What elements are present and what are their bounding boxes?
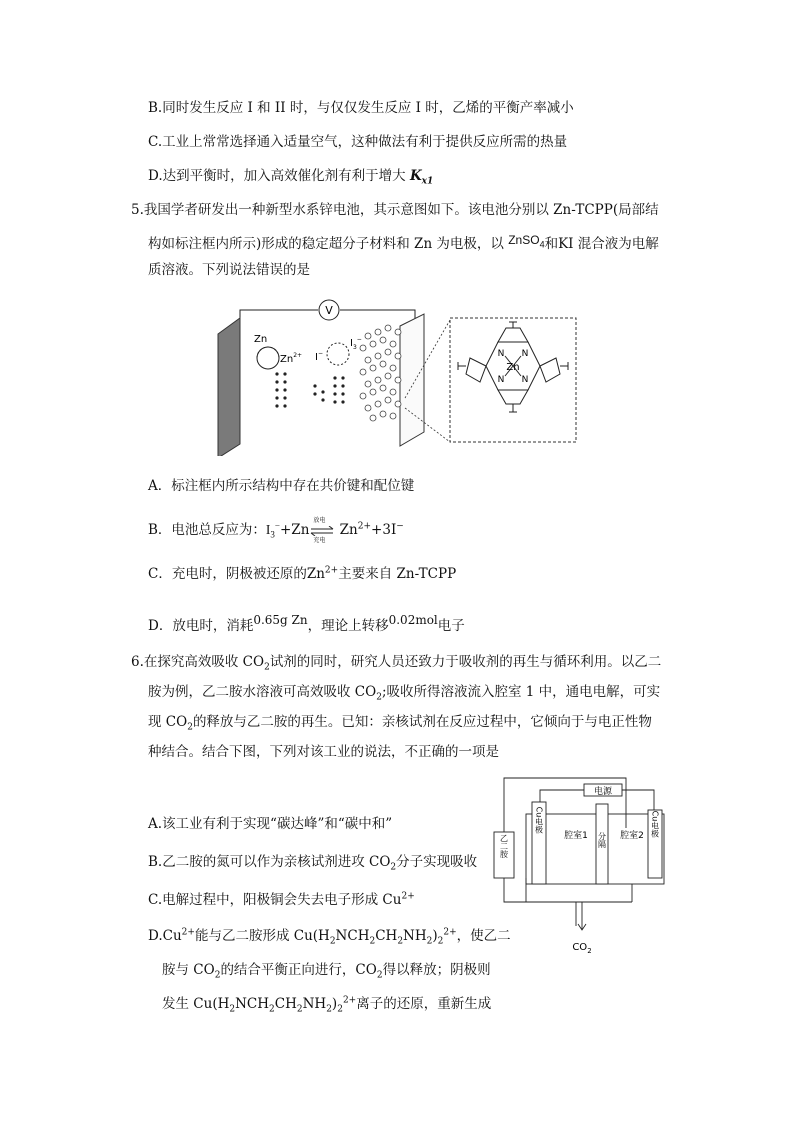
q5-stem-2c: 和KI 混合液为电解 bbox=[544, 236, 659, 252]
co2-label: $CO_2$ bbox=[572, 942, 592, 955]
porphyrin-n1: N bbox=[497, 349, 505, 359]
q4-option-d-text: D.达到平衡时，加入高效催化剂有利于增大 bbox=[148, 168, 410, 184]
zn2-label: $Zn^{2+}$ bbox=[280, 352, 303, 365]
q6-stem-line-1: 6.在探究高效吸收 $CO_2$试剂的同时，研究人员还致力于吸收剂的再生与循环利用。以乙二 bbox=[131, 654, 662, 673]
annotation-box bbox=[450, 318, 576, 442]
q6-stem-line-3: 现 $CO_2$的释放与乙二胺的再生。已知：亲核试剂在反应过程中，它倾向于与电正性物 bbox=[148, 714, 652, 733]
q6-option-d-line-2: 胺与 $CO_2$的结合平衡正向进行，$CO_2$得以释放；阴极则 bbox=[162, 962, 491, 981]
q4-option-c: C.工业上常常选择通入适量空气，这种做法有利于提供反应所需的热量 bbox=[148, 134, 568, 150]
iodide-label: I− bbox=[315, 350, 323, 363]
q5-b-i3: $I_3^-$ bbox=[265, 520, 280, 540]
zn-label: Zn bbox=[254, 334, 268, 345]
voltmeter-label: V bbox=[325, 304, 333, 317]
q6-option-a: A.该工业有利于实现“碳达峰”和“碳中和” bbox=[148, 816, 393, 832]
q5-stem-line-1: 5.我国学者研发出一种新型水系锌电池，其示意图如下。该电池分别以 Zn-TCPP(局部结 bbox=[131, 202, 659, 218]
chamber2-label: 腔室2 bbox=[620, 831, 644, 841]
q6-electrolysis-figure bbox=[486, 774, 676, 960]
q5-option-b: B．电池总反应为：$I_3^-+Zn$ 放电 充电 $Zn^{2+}+3I^-$ bbox=[148, 516, 404, 544]
q4-k-symbol: K bbox=[409, 168, 422, 184]
zn-electrode bbox=[218, 318, 240, 456]
power-label: 电源 bbox=[593, 787, 613, 797]
left-electrode-label: Cu电极 bbox=[534, 806, 544, 834]
separator-label: 分隔 bbox=[597, 832, 607, 848]
q5-stem-2a: 构如标注框内所示)形成的稳定超分子材料和 Zn 为电极，以 bbox=[148, 236, 509, 252]
ethylenediamine-label: 乙二胺 bbox=[499, 834, 509, 858]
q6-stem-line-2: 胺为例，乙二胺水溶液可高效吸收 $CO_2$;吸收所得溶液流入腔室 1 中，通电电解，可实 bbox=[148, 684, 661, 703]
q4-option-d bbox=[148, 166, 433, 186]
q6-stem-line-4: 种结合。结合下图，下列对该工业的说法，不正确的一项是 bbox=[148, 744, 499, 760]
ion-dots bbox=[275, 372, 344, 407]
equilibrium-arrow-icon: 放电 充电 bbox=[309, 524, 335, 538]
cell-body bbox=[526, 814, 664, 884]
q5-stem-line-3: 质溶液。下列说法错误的是 bbox=[148, 262, 310, 278]
q5-znso4: ZnSO$_4$ bbox=[508, 233, 545, 250]
q6-option-d-line-3: 发生 $Cu(H_2NCH_2CH_2NH_2)_2^{2+}$离子的还原，重新生成 bbox=[162, 995, 492, 1015]
q4-option-b: B.同时发生反应 I 和 II 时，与仅仅发生反应 I 时，乙烯的平衡产率减小 bbox=[148, 100, 574, 116]
porphyrin-n3: N bbox=[497, 375, 505, 385]
i3-label: $I_3^-$ bbox=[350, 336, 362, 351]
q6-option-c: C.电解过程中，阳极铜会失去电子形成 $Cu^{2+}$ bbox=[148, 891, 415, 908]
porphyrin-n4: N bbox=[521, 375, 529, 385]
right-electrode-label: Cu电极 bbox=[650, 810, 660, 838]
q5-stem-line-2 bbox=[148, 230, 659, 254]
q5-d-mol: 0.02mol bbox=[388, 613, 438, 627]
chamber1-label: 腔室1 bbox=[564, 831, 588, 841]
tcpp-electrode bbox=[400, 314, 424, 446]
porphyrin-n2: N bbox=[521, 349, 529, 359]
q6-option-b: B.乙二胺的氮可以作为亲核试剂进攻 $CO_2$分子实现吸收 bbox=[148, 854, 478, 873]
q5-option-d: D．放电时，消耗0.65g Zn，理论上转移0.02mol电子 bbox=[148, 613, 465, 634]
porphyrin-zn: Zn bbox=[506, 362, 520, 373]
q4-k-subscript: x1 bbox=[421, 176, 434, 187]
q6-option-d-line-1: $D.Cu^{2+}$能与乙二胺形成 $Cu(H_2NCH_2CH_2NH_2)_2^{2+}$，使乙二 bbox=[148, 927, 511, 947]
q5-battery-figure bbox=[210, 296, 580, 456]
q5-option-a: A．标注框内所示结构中存在共价键和配位键 bbox=[148, 478, 415, 494]
tcpp-lattice bbox=[360, 325, 401, 421]
q5-option-c: C．充电时，阴极被还原的$Zn^{2+}$主要来自 Zn-TCPP bbox=[148, 565, 457, 582]
q5-d-mass: 0.65g Zn bbox=[253, 613, 308, 627]
q5-c-zn: $Zn^{2+}$ bbox=[306, 565, 339, 582]
